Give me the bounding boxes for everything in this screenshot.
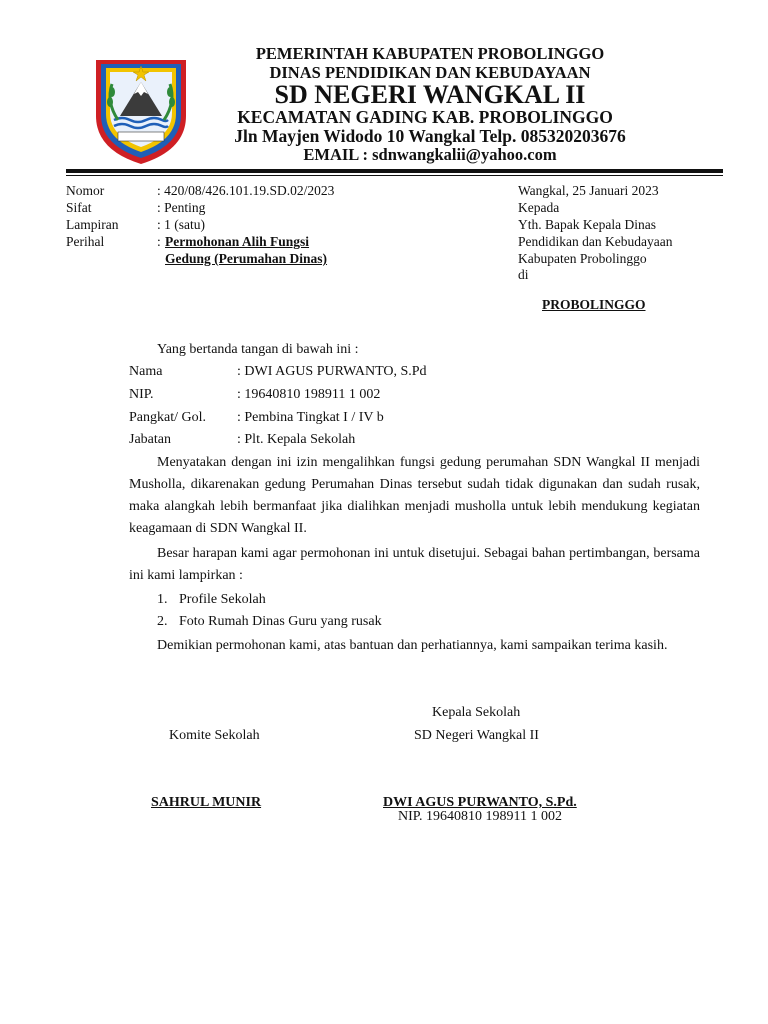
identity-value-pangkat: : Pembina Tingkat I / IV b xyxy=(237,410,384,425)
opening-line: Yang bertanda tangan di bawah ini : xyxy=(157,342,359,357)
recipient-line2: Pendidikan dan Kebudayaan xyxy=(518,234,673,249)
recipient-line1: Yth. Bapak Kepala Dinas xyxy=(518,217,656,232)
headmaster-nip: NIP. 19640810 198911 1 002 xyxy=(398,809,562,824)
sifat-label: Sifat xyxy=(66,200,92,215)
attachment-number: 2. xyxy=(157,614,168,629)
recipient-line3: Kabupaten Probolinggo xyxy=(518,251,647,266)
lampiran-label: Lampiran xyxy=(66,217,119,232)
headmaster-signatory-name: DWI AGUS PURWANTO, S.Pd. xyxy=(383,795,577,810)
letterhead-rule-thin xyxy=(66,175,723,176)
identity-label-nama: Nama xyxy=(129,364,163,379)
perihal-subject-line1: Permohonan Alih Fungsi xyxy=(165,234,310,249)
identity-label-nip: NIP. xyxy=(129,387,154,402)
school-signature-name: SD Negeri Wangkal II xyxy=(414,728,539,743)
statement-paragraph: Menyatakan dengan ini izin mengalihkan fungsi gedung perumahan SDN Wangkal II menjadi Musholla, dikarenakan gedung Perumahan Dinas tersebut sudah tidak digunakan dan sudah rusak, maka alangkah lebih bermanfaat jika dialihkan menjadi musholla untuk lebih mendukung kegiatan keagamaan di SDN Wangkal II. xyxy=(129,455,700,536)
committee-title: Komite Sekolah xyxy=(169,728,260,743)
perihal-colon: : xyxy=(157,234,161,249)
address-line: Jln Mayjen Widodo 10 Wangkal Telp. 085320203676 xyxy=(234,126,626,146)
letter-date: Wangkal, 25 Januari 2023 xyxy=(518,183,659,198)
committee-signatory-name: SAHRUL MUNIR xyxy=(151,795,262,810)
nomor-value: : 420/08/426.101.19.SD.02/2023 xyxy=(157,183,335,198)
perihal-subject-line2: Gedung (Perumahan Dinas) xyxy=(165,251,328,266)
identity-label-pangkat: Pangkat/ Gol. xyxy=(129,410,206,425)
government-name: PEMERINTAH KABUPATEN PROBOLINGGO xyxy=(255,44,605,63)
district-line: KECAMATAN GADING KAB. PROBOLINGGO xyxy=(237,107,613,127)
lampiran-value: : 1 (satu) xyxy=(157,217,205,232)
closing-paragraph: Demikian permohonan kami, atas bantuan dan perhatiannya, kami sampaikan terima kasih. xyxy=(157,638,668,653)
nomor-label: Nomor xyxy=(66,183,105,198)
headmaster-title: Kepala Sekolah xyxy=(432,705,521,720)
request-paragraph: Besar harapan kami agar permohonan ini untuk disetujui. Sebagai bahan pertimbangan, bersama ini kami lampirkan : xyxy=(129,546,700,583)
kepada-label: Kepada xyxy=(518,200,560,215)
attachment-item: Foto Rumah Dinas Guru yang rusak xyxy=(179,614,382,629)
attachment-number: 1. xyxy=(157,592,168,607)
identity-label-jabatan: Jabatan xyxy=(129,432,171,447)
letterhead-rule-thick xyxy=(66,169,723,173)
attachment-item: Profile Sekolah xyxy=(179,592,266,607)
department-name: DINAS PENDIDIKAN DAN KEBUDAYAAN xyxy=(269,63,591,82)
identity-value-nip: : 19640810 198911 1 002 xyxy=(237,387,381,402)
perihal-label: Perihal xyxy=(66,234,105,249)
email-line: EMAIL : sdnwangkalii@yahoo.com xyxy=(303,145,557,164)
coat-of-arms-logo xyxy=(92,54,190,166)
recipient-city: PROBOLINGGO xyxy=(542,297,646,312)
sifat-value: : Penting xyxy=(157,200,206,215)
di-label: di xyxy=(518,267,529,282)
identity-value-jabatan: : Plt. Kepala Sekolah xyxy=(237,432,356,447)
school-name: SD NEGERI WANGKAL II xyxy=(274,80,586,109)
identity-value-nama: : DWI AGUS PURWANTO, S.Pd xyxy=(237,364,427,379)
